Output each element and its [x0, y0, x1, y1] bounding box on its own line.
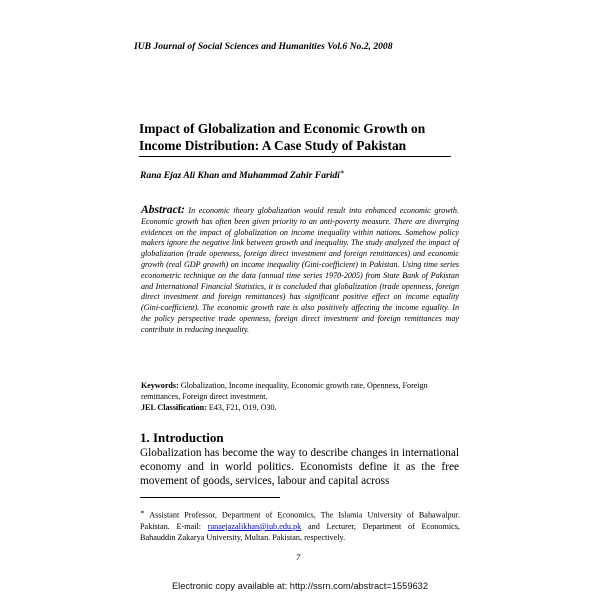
abstract	[141, 205, 459, 336]
journal-header: IUB Journal of Social Sciences and Humanities Vol.6 No.2, 2008	[134, 41, 393, 52]
footnote	[140, 507, 460, 543]
author-names: Rana Ejaz Ali Khan and Muhammad Zahir Faridi	[140, 170, 340, 182]
abstract-label: Abstract:	[141, 203, 185, 216]
keywords-block	[141, 381, 461, 413]
footnote-divider	[140, 497, 280, 498]
section-heading-introduction: 1. Introduction	[140, 430, 224, 445]
footnote-marker: ∗	[140, 509, 145, 516]
jel-text: E43, F21, O19, O30.	[206, 402, 277, 412]
footnote-text-start: Assistant Professor, Department of Economics, The Islamia University of Bahawalpur. Pakistan. E-mail:	[140, 510, 460, 531]
page-number: 7	[296, 552, 301, 562]
keywords-text: Globalization, Income inequality, Economic growth rate, Openness, Foreign remittances, Foreign direct investment.	[141, 381, 428, 401]
introduction-paragraph: Globalization has become the way to describe changes in international economy and in world politics. Economists define it as the free movement of goods, services, labour and capital across	[140, 447, 459, 488]
ssrn-notice: Electronic copy available at: http://ssrn.com/abstract=1559632	[171, 581, 429, 591]
keywords-label: Keywords:	[141, 381, 179, 390]
footnote-text-end: and Lecturer, Department of Economics, Bahauddin Zakarya University, Multan. Pakistan, respectively.	[140, 521, 460, 542]
author-email-link[interactable]: ranaejazalikhan@iub.edu.pk	[207, 521, 302, 531]
abstract-text: In economic theory globalization would result into enhanced economic growth. Economic growth has often been given priority to an anti-poverty measure. There are diverging evidences on the impact of globalization on income inequality within nations. Somehow policy makers ignore the negative link between growth and inequality. The study analyzed the impact of globalization (trade openness, foreign direct investment and foreign remittances) and economic growth (real GDP growth) on income inequality (Gini-coefficient) in Pakistan. Using time series econometric technique on the data (annual time series 1970-2005) from State Bank of Pakistan and International Financial Statistics, it is concluded that globalization (trade openness, foreign direct investment and foreign remittances) has significant positive effect on income equality (Gini-coefficient). The economic growth rate is also positively affecting the income equality. In the policy perspective trade openness, foreign direct investment and foreign remittances may contribute in reducing inequality.	[141, 206, 459, 334]
jel-label: JEL Classification:	[141, 402, 207, 412]
article-title: Impact of Globalization and Economic Growth on Income Distribution: A Case Study of Pakistan	[139, 121, 426, 153]
author-footnote-marker: ∗	[339, 168, 345, 176]
author-line	[140, 167, 345, 181]
title-divider	[139, 156, 451, 157]
